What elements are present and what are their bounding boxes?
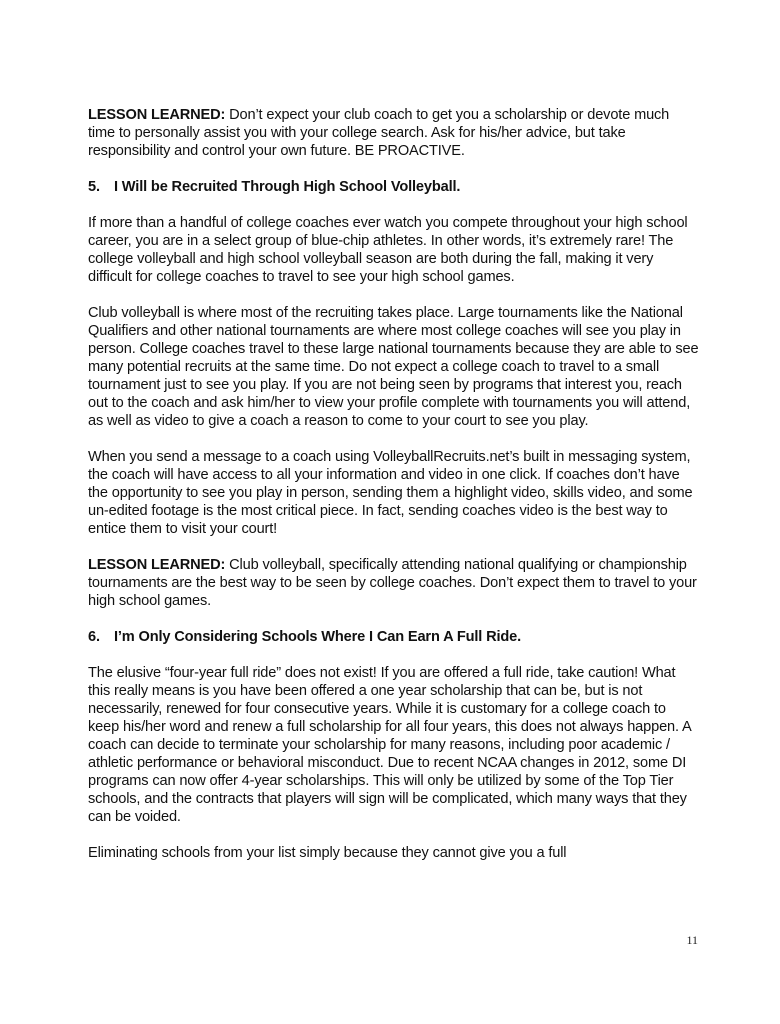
section-number: 6. — [88, 629, 100, 645]
section-heading-6 — [88, 628, 700, 646]
lesson-learned-paragraph — [88, 556, 700, 610]
lesson-learned-paragraph — [88, 106, 700, 160]
lesson-learned-text: Don’t expect your club coach to get you a scholarship or devote much time to personally assist you with your college search. Ask for his/her advice, but take responsibility and control your own future. BE PROACTIVE. — [88, 107, 670, 159]
lesson-learned-text: Club volleyball, specifically attending national qualifying or championship tournaments are the best way to be seen by college coaches. Don’t expect them to travel to your high school games. — [88, 557, 697, 609]
body-paragraph: The elusive “four-year full ride” does not exist! If you are offered a full ride, take caution! What this really means is you have been offered a one year scholarship that can be, but is not necessarily, renewed for four consecutive years. While it is customary for a college coach to keep his/her word and renew a full scholarship for all four years, this does not always happen. A coach can decide to terminate your scholarship for many reasons, including poor academic / athletic performance or behavioral misconduct. Due to recent NCAA changes in 2012, some DI programs can now offer 4-year scholarships. This will only be utilized by some of the Top Tier schools, and the contracts that players will sign will be complicated, which many ways that they can be voided. — [88, 665, 691, 825]
body-paragraph: Club volleyball is where most of the recruiting takes place. Large tournaments like the National Qualifiers and other national tournaments are where most college coaches will see you play in person. College coaches travel to these large national tournaments because they are able to see many potential recruits at the same time. Do not expect a college coach to travel to a small tournament just to see you play. If you are not being seen by programs that interest you, reach out to the coach and ask him/her to view your profile complete with tournaments you will attend, as well as video to give a coach a reason to come to your court to see you play. — [88, 305, 699, 429]
page-number: 11 — [686, 933, 698, 947]
section-heading-5 — [88, 178, 700, 196]
lesson-learned-label: LESSON LEARNED: — [88, 107, 226, 123]
body-paragraph: Eliminating schools from your list simply because they cannot give you a full — [88, 845, 567, 861]
section-title: I Will be Recruited Through High School Volleyball. — [114, 179, 461, 195]
section-number: 5. — [88, 179, 100, 195]
lesson-learned-label: LESSON LEARNED: — [88, 557, 226, 573]
body-paragraph: When you send a message to a coach using VolleyballRecruits.net’s built in messaging system, the coach will have access to all your information and video in one click. If coaches don’t have the opportunity to see you play in person, sending them a highlight video, skills video, and some un-edited footage is the most critical piece. In fact, sending coaches video is the best way to entice them to visit your court! — [88, 449, 693, 537]
section-title: I’m Only Considering Schools Where I Can Earn A Full Ride. — [114, 629, 522, 645]
body-paragraph: If more than a handful of college coaches ever watch you compete throughout your high school career, you are in a select group of blue-chip athletes. In other words, it’s extremely rare! The college volleyball and high school volleyball season are both during the fall, making it very difficult for college coaches to travel to see your high school games. — [88, 215, 688, 285]
document-page — [88, 106, 700, 880]
